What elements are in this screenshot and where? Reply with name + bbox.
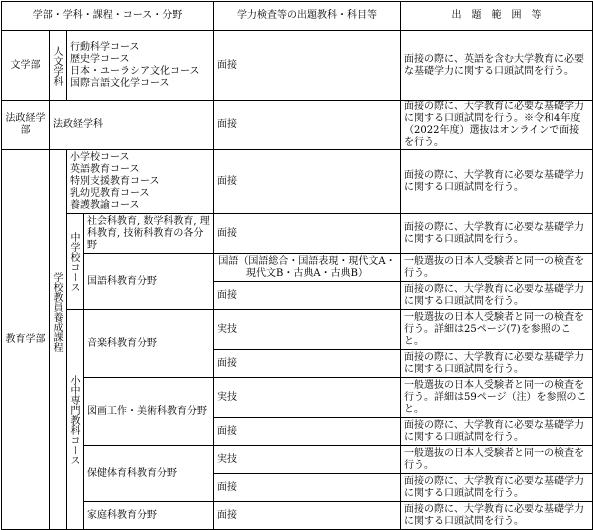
- subject-cell: 面接: [214, 474, 401, 502]
- course-item: 特別支援教育コース: [70, 175, 160, 187]
- course-item: 行動科学コース: [70, 41, 140, 53]
- course-item: 英語教育コース: [70, 163, 140, 175]
- scope-cell: 面接の際に、大学教育に必要な基礎学力に関する口頭試問を行う。: [401, 282, 593, 310]
- subject-cell: 面接: [214, 282, 401, 310]
- chugaku-field1-row: [2, 214, 593, 254]
- kokugo-row1: [2, 254, 593, 282]
- course-item: 養護教諭コース: [70, 199, 140, 211]
- header-col2: 学力検査等の出題教科・科目等: [214, 2, 401, 31]
- field-cell: 図画工作・美術科教育分野: [84, 378, 214, 446]
- field-cell: 国語科教育分野: [84, 254, 214, 310]
- admission-table: [1, 1, 593, 530]
- course-senmon: 小中専門教科コース: [68, 374, 79, 465]
- faculty-houseikei: 法政経学部: [2, 101, 50, 150]
- field-cell: 社会科教育, 数学科教育, 理科教育, 技術科教育の各分野: [84, 214, 214, 254]
- subject-cell: 面接: [214, 418, 401, 446]
- subject-cell: 面接: [214, 150, 401, 214]
- course-item: 小学校コース: [70, 151, 130, 163]
- music-row1: [2, 310, 593, 350]
- subject-cell: 実技: [214, 378, 401, 418]
- faculty-bungakubu: 文学部: [2, 31, 50, 101]
- scope-cell: 面接の際に、大学教育に必要な基礎学力に関する口頭試問を行う。: [401, 350, 593, 378]
- scope-cell: 面接の際に、大学教育に必要な基礎学力に関する口頭試問を行う。※令和4年度（2022年度）選抜はオンラインで面接を行う。: [401, 101, 593, 150]
- scope-cell: 一般選抜の日本人受験者と同一の検査を行う。詳細は25ページ(7)を参照のこと。: [401, 310, 593, 350]
- scope-cell: 面接の際に、大学教育に必要な基礎学力に関する口頭試問を行う。: [401, 474, 593, 502]
- subject-cell: 面接: [214, 350, 401, 378]
- subject-cell: 面接: [214, 31, 401, 101]
- scope-cell: 一般選抜の日本人受験者と同一の検査を行う。詳細は59ページ（注）を参照のこと。: [401, 378, 593, 418]
- dept-jinbun: 人文学科: [51, 45, 62, 86]
- course-item: 乳幼児教育コース: [70, 187, 150, 199]
- subject-cell: 面接: [214, 214, 401, 254]
- subject-cell: 面接: [214, 101, 401, 150]
- course-item: 国際言語文化学コース: [70, 77, 170, 89]
- program-kyouin: 学校教員養成課程: [51, 272, 62, 352]
- subject-cell: 実技: [214, 446, 401, 474]
- scope-cell: 一般選抜の日本人受験者と同一の検査を行う。: [401, 446, 593, 474]
- scope-cell: 面接の際に、大学教育に必要な基礎学力に関する口頭試問を行う。: [401, 418, 593, 446]
- houseikei-row: [2, 101, 593, 150]
- header-col3: 出 題 範 囲 等: [401, 2, 593, 31]
- dept-houseikei: 法政経学科: [50, 101, 214, 150]
- home-row: [2, 502, 593, 530]
- scope-cell: 面接の際に、大学教育に必要な基礎学力に関する口頭試問を行う。: [401, 150, 593, 214]
- subject-cell: 実技: [214, 310, 401, 350]
- course-chugaku: 中学校コース: [68, 231, 79, 292]
- field-cell: 保健体育科教育分野: [84, 446, 214, 502]
- faculty-kyouiku: 教育学部: [2, 150, 50, 530]
- course-item: 日本・ユーラシア文化コース: [70, 65, 200, 77]
- scope-cell: 一般選抜の日本人受験者と同一の検査を行う。: [401, 254, 593, 282]
- pe-row1: [2, 446, 593, 474]
- art-row1: [2, 378, 593, 418]
- bungakubu-row: [2, 31, 593, 101]
- course-item: 歴史学コース: [70, 53, 130, 65]
- scope-cell: 面接の際に、大学教育に必要な基礎学力に関する口頭試問を行う。: [401, 214, 593, 254]
- course-list-bungakubu: [67, 31, 214, 101]
- field-cell: 音楽科教育分野: [84, 310, 214, 378]
- scope-cell: 面接の際に、大学教育に必要な基礎学力に関する口頭試問を行う。: [401, 502, 593, 530]
- scope-cell: 面接の際に、英語を含む大学教育に必要な基礎学力に関する口頭試問を行う。: [401, 31, 593, 101]
- subject-cell: 国語（国語総合・国語表現・現代文A・現代文B・古典A・古典B）: [214, 254, 401, 282]
- header-row: [2, 2, 593, 31]
- course-list-kyouiku: [67, 150, 214, 214]
- header-col1: 学部・学科・課程・コース・分野: [2, 2, 214, 31]
- kyouiku-top-row: [2, 150, 593, 214]
- subject-cell: 面接: [214, 502, 401, 530]
- field-cell: 家庭科教育分野: [84, 502, 214, 530]
